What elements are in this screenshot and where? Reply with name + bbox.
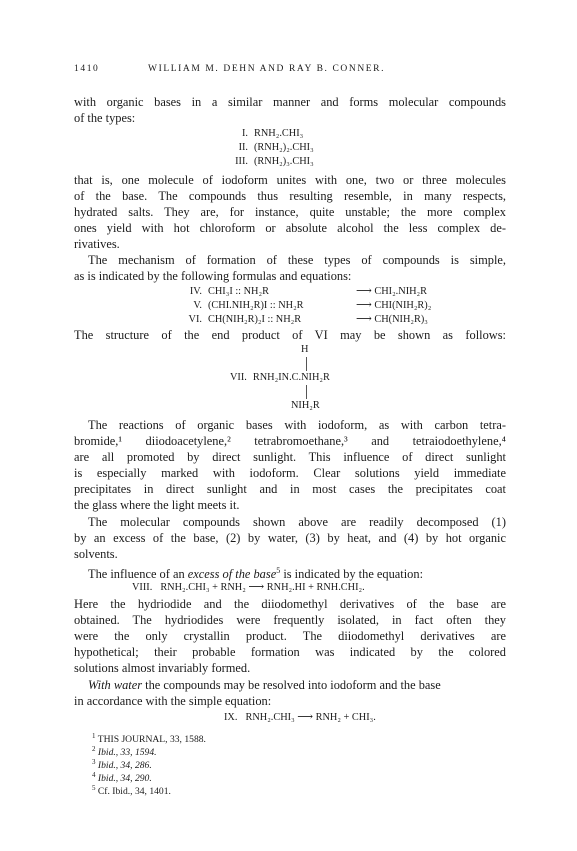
bond-line [306, 385, 307, 399]
structure-label: VII. [230, 372, 247, 383]
text-line: with organic bases in a similar manner and forms molecular compounds [74, 95, 506, 109]
footnote-mark: 2 [92, 745, 96, 753]
text-line: hypothetical; their probable formation was indicated by the colored [74, 645, 506, 659]
footnote-mark: 3 [92, 758, 96, 766]
page-number: 1410 [74, 64, 100, 74]
italic-phrase: excess of the base [187, 567, 277, 582]
text-line: of the types: [74, 111, 136, 125]
formula: RNH₂.CHI₃ [254, 128, 304, 139]
running-head: WILLIAM M. DEHN AND RAY B. CONNER. [148, 64, 386, 74]
text-line: precipitates in direct sunlight and in most cases the precipitates coat [74, 482, 506, 496]
text-line: in accordance with the simple equation: [74, 694, 272, 708]
text-line: that is, one molecule of iodoform unites with one, two or three molecules [74, 173, 506, 187]
text-line: The reactions of organic bases with iodoform, as with carbon tetra- [88, 418, 506, 432]
text-line: by an excess of the base, (2) by water, (3) by heat, and (4) by hot organic [74, 531, 506, 545]
reaction-arrow: ⟶ [248, 581, 265, 593]
equation-ix [224, 710, 376, 725]
equation-right: RNH₂ + CHI₃. [315, 712, 376, 723]
equation-label: VI. [188, 314, 202, 325]
text-line: are all promoted by direct sunlight. This influence of direct sunlight [74, 450, 506, 464]
text-line: obtained. The hydriodides were frequently isolated, in fact often they [74, 613, 506, 627]
footnote-mark: 5 [92, 784, 96, 792]
equation-right: CHI(NIH₂R)₂ [374, 300, 432, 311]
text-run: is indicated by the equation: [280, 567, 424, 582]
structure-top-atom: H [301, 344, 309, 355]
footnote-mark: 4 [92, 771, 96, 779]
structure-middle [230, 371, 330, 385]
text-line: The structure of the end product of VI may be shown as follows: [74, 328, 506, 342]
footnote-ref: 5 [276, 566, 281, 575]
equation-left: CH(NIH₂R)₂I :: NH₂R [208, 314, 302, 325]
formula-label: III. [235, 156, 248, 167]
reaction-arrow: ⟶ [356, 313, 372, 325]
footnote [92, 782, 171, 799]
structure-bottom-group: NIH₂R [291, 400, 320, 411]
text-line: The mechanism of formation of these types of compounds is simple, [88, 253, 506, 267]
text-line: bromide,¹ diiodoacetylene,² tetrabromoethane,³ and tetraiodoethylene,⁴ [74, 434, 506, 448]
bond-line [306, 357, 307, 371]
equation-iv [168, 284, 427, 299]
equation-label: IV. [189, 286, 202, 297]
structure-formula: RNH₂IN.C.NIH₂R [252, 372, 330, 383]
equation-label: IX. [224, 712, 238, 723]
text-line: as is indicated by the following formulas and equations: [74, 269, 352, 283]
reaction-arrow: ⟶ [356, 299, 372, 311]
equation-left: CHI₃I :: NH₂R [208, 286, 269, 297]
text-line: the glass where the light meets it. [74, 498, 240, 512]
equation-vi [168, 312, 428, 327]
equation-label: VIII. [132, 582, 153, 593]
equation-right: CHI₂.NIH₂R [374, 286, 428, 297]
footnote-text: Ibid., 33, 1594. [97, 747, 157, 759]
text-line [88, 677, 506, 693]
equation-right: CH(NIH₂R)₃ [374, 314, 428, 325]
equation-left: (CHI.NIH₂R)I :: NH₂R [208, 300, 304, 311]
formula-label: I. [241, 128, 248, 139]
text-line: The molecular compounds shown above are readily decomposed (1) [88, 515, 506, 529]
reaction-arrow: ⟶ [356, 285, 372, 297]
equation-left: RNH₂.CHI₃ + RNH₂ [160, 582, 246, 593]
equation-right: RNH₂.HI + RNH.CHI₂. [266, 582, 365, 593]
text-line: of the base. The compounds thus resulting resemble, in many respects, [74, 189, 506, 203]
reaction-arrow: ⟶ [297, 711, 314, 723]
footnote-text: Ibid., 34, 286. [97, 760, 152, 772]
text-run: the compounds may be resolved into iodoform and the base [142, 678, 441, 692]
page-header [74, 64, 504, 78]
text-line: hydrated salts. They are, for instance, quite unstable; the more complex [74, 205, 506, 219]
text-line: Here the hydriodide and the diiodomethyl derivatives of the base are [74, 597, 506, 611]
footnote-text: Cf. Ibid., 34, 1401. [97, 786, 171, 798]
formula-label: II. [238, 142, 248, 153]
text-run: The influence of an [88, 567, 188, 582]
text-line: solutions almost invariably formed. [74, 661, 251, 675]
footnote-text: Ibid., 34, 290. [97, 773, 152, 785]
formula: (RNH₂)₃.CHI₃ [254, 156, 314, 167]
formula-type-2 [214, 141, 314, 155]
formula-type-3 [214, 155, 314, 169]
text-line: solvents. [74, 547, 118, 561]
italic-phrase: With water [88, 678, 143, 692]
equation-label: V. [193, 300, 202, 311]
footnote-text: THIS JOURNAL, 33, 1588. [97, 734, 206, 746]
formula: (RNH₂)₂.CHI₃ [254, 142, 314, 153]
equation-left: RNH₂.CHI₃ [245, 712, 295, 723]
equation-viii [132, 580, 365, 595]
equation-v [168, 298, 431, 313]
footnote-mark: 1 [92, 732, 96, 740]
formula-type-1 [214, 127, 303, 141]
text-line: rivatives. [74, 237, 120, 251]
text-line: were the only crystallin product. The diiodomethyl derivatives are [74, 629, 506, 643]
text-line: is especially marked with iodoform. Clear solutions yield immediate [74, 466, 506, 480]
text-line: ones yield with hot chloroform or absolute alcohol the less complex de- [74, 221, 506, 235]
